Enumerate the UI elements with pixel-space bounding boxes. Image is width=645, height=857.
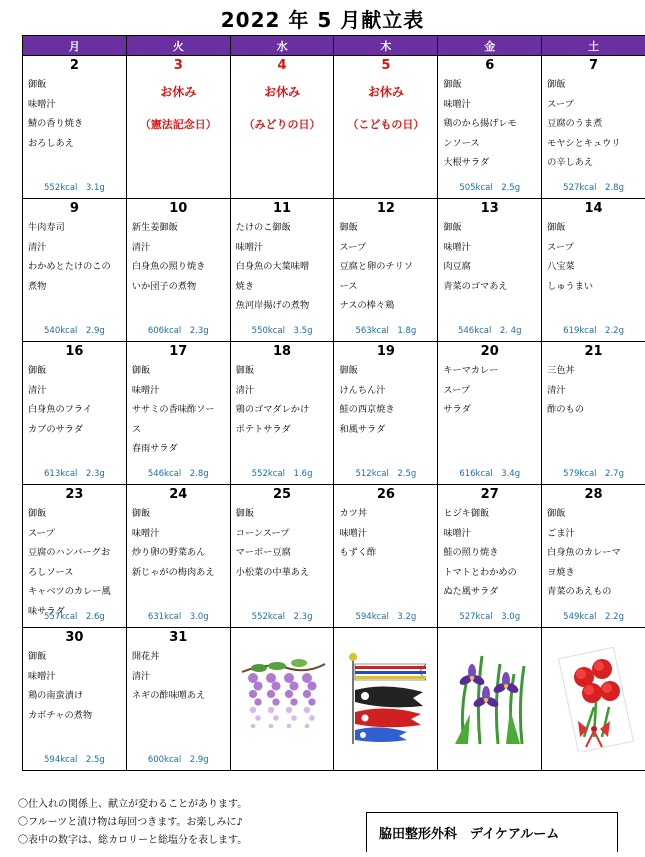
menu-list (23, 361, 126, 439)
menu-item: 御飯 (339, 218, 437, 238)
menu-item: しゅうまい (547, 277, 645, 297)
menu-item: けんちん汁 (339, 381, 437, 401)
day-cell (230, 199, 334, 342)
day-cell (542, 56, 645, 199)
weekday-sat: 土 (542, 36, 645, 56)
clinic-name: 脇田整形外科 デイケアルーム (366, 812, 618, 852)
menu-item: おろしあえ (28, 134, 126, 154)
day-number: 4 (231, 56, 334, 75)
menu-item: ヒジキ御飯 (443, 504, 541, 524)
day-cell (542, 485, 645, 628)
menu-list (23, 75, 126, 153)
menu-item: ンソース (443, 134, 541, 154)
day-cell (542, 342, 645, 485)
menu-item: 味噌汁 (132, 381, 230, 401)
calendar-week-row (23, 485, 645, 628)
menu-list (127, 647, 230, 706)
menu-item: 清汁 (132, 238, 230, 258)
nutrition-info: 505kcal 2.5g (438, 181, 541, 193)
menu-item: 白身魚のカレーマ (547, 543, 645, 563)
day-number: 13 (438, 199, 541, 218)
nutrition-info: 594kcal 3.2g (334, 610, 437, 622)
calendar-week-row (23, 56, 645, 199)
menu-item: 白身魚のフライ (28, 400, 126, 420)
menu-item: コーンスープ (236, 524, 334, 544)
day-cell (126, 485, 230, 628)
day-number: 25 (231, 485, 334, 504)
calendar-week-row (23, 342, 645, 485)
day-number: 2 (23, 56, 126, 75)
menu-item: 炒り卵の野菜あん (132, 543, 230, 563)
menu-list (127, 218, 230, 296)
menu-list (334, 218, 437, 316)
menu-item: マーボー豆腐 (236, 543, 334, 563)
nutrition-info: 631kcal 3.0g (127, 610, 230, 622)
menu-item: 鮭の照り焼き (443, 543, 541, 563)
menu-item: 御飯 (28, 75, 126, 95)
nutrition-info: 549kcal 2.2g (542, 610, 645, 622)
koinobori-illustration (339, 633, 432, 765)
menu-list (23, 504, 126, 621)
menu-item: 御飯 (132, 504, 230, 524)
day-cell (23, 628, 127, 771)
menu-item: 御飯 (28, 647, 126, 667)
day-cell (230, 485, 334, 628)
menu-list (334, 504, 437, 563)
weekday-wed: 水 (230, 36, 334, 56)
menu-item: 御飯 (339, 361, 437, 381)
menu-item: カツ丼 (339, 504, 437, 524)
nutrition-info: 550kcal 3.5g (231, 324, 334, 336)
day-number: 31 (127, 628, 230, 647)
menu-item: ごま汁 (547, 524, 645, 544)
menu-item: キーマカレー (443, 361, 541, 381)
day-number: 16 (23, 342, 126, 361)
menu-item: 御飯 (236, 361, 334, 381)
menu-item: わかめとたけのこの (28, 257, 126, 277)
nutrition-info: 563kcal 1.8g (334, 324, 437, 336)
menu-list (542, 75, 645, 173)
closed-label: お休み (127, 83, 230, 100)
day-cell (438, 56, 542, 199)
holiday-name: （こどもの日） (334, 116, 437, 132)
menu-list (23, 218, 126, 296)
day-number: 28 (542, 485, 645, 504)
menu-item: 味噌汁 (236, 238, 334, 258)
nutrition-info: 613kcal 2.3g (23, 467, 126, 479)
day-cell (23, 485, 127, 628)
nutrition-info: 619kcal 2.2g (542, 324, 645, 336)
menu-item: 青菜のあえもの (547, 582, 645, 602)
menu-item: 御飯 (443, 218, 541, 238)
menu-item: 味噌汁 (443, 524, 541, 544)
menu-list (127, 504, 230, 582)
nutrition-info: 616kcal 3.4g (438, 467, 541, 479)
menu-item: スープ (28, 524, 126, 544)
menu-item: スープ (547, 238, 645, 258)
day-number: 10 (127, 199, 230, 218)
menu-item: 豆腐と卵のチリソ (339, 257, 437, 277)
menu-item: 清汁 (236, 381, 334, 401)
wisteria-illustration (236, 633, 329, 765)
menu-item: 鶏のゴマダレかけ (236, 400, 334, 420)
day-cell (334, 485, 438, 628)
menu-item: 清汁 (28, 238, 126, 258)
menu-item: 肉豆腐 (443, 257, 541, 277)
note-line: 〇表中の数字は、総カロリーと総塩分を表します。 (18, 832, 247, 850)
menu-list (231, 361, 334, 439)
calendar-week-row (23, 628, 645, 771)
menu-item: 魚河岸揚げの煮物 (236, 296, 334, 316)
day-cell (126, 56, 230, 199)
menu-item: ス (132, 420, 230, 440)
day-cell (334, 199, 438, 342)
menu-item: 清汁 (28, 381, 126, 401)
menu-item: ろしソース (28, 563, 126, 583)
nutrition-info: 606kcal 2.3g (127, 324, 230, 336)
menu-item: 味サラダ (28, 602, 126, 622)
menu-item: スープ (547, 95, 645, 115)
nutrition-info: 540kcal 2.9g (23, 324, 126, 336)
menu-item: 大根サラダ (443, 153, 541, 173)
menu-item: スープ (443, 381, 541, 401)
closed-label: お休み (231, 83, 334, 100)
holiday-name: （みどりの日） (231, 116, 334, 132)
day-number: 7 (542, 56, 645, 75)
menu-item: 小松菜の中華あえ (236, 563, 334, 583)
menu-item: 御飯 (28, 361, 126, 381)
day-cell (230, 342, 334, 485)
menu-item: 鮭の西京焼き (339, 400, 437, 420)
day-cell (542, 199, 645, 342)
illustration-cell (542, 628, 645, 771)
day-cell (230, 56, 334, 199)
menu-item: 新生姜御飯 (132, 218, 230, 238)
day-number: 9 (23, 199, 126, 218)
menu-list (438, 504, 541, 602)
day-cell (438, 199, 542, 342)
menu-item: 味噌汁 (339, 524, 437, 544)
menu-item: 御飯 (28, 504, 126, 524)
day-number: 3 (127, 56, 230, 75)
day-cell (126, 628, 230, 771)
menu-item: 新じゃがの梅肉あえ (132, 563, 230, 583)
menu-item: 味噌汁 (28, 95, 126, 115)
menu-item: サラダ (443, 400, 541, 420)
menu-item: 煮物 (28, 277, 126, 297)
day-cell (438, 342, 542, 485)
day-number: 20 (438, 342, 541, 361)
day-number: 30 (23, 628, 126, 647)
menu-item: ポテトサラダ (236, 420, 334, 440)
menu-list (542, 504, 645, 602)
day-cell (126, 199, 230, 342)
note-line: 〇フルーツと漬け物は毎回つきます。お楽しみに♪ (18, 814, 247, 832)
menu-item: 鶏の南蛮漬け (28, 686, 126, 706)
weekday-header-row (23, 36, 645, 56)
illustration-cell (230, 628, 334, 771)
menu-item: 焼き (236, 277, 334, 297)
illustration-cell (438, 628, 542, 771)
day-number: 17 (127, 342, 230, 361)
menu-item: ヨ焼き (547, 563, 645, 583)
closed-label: お休み (334, 83, 437, 100)
calendar-week-row (23, 199, 645, 342)
menu-item: 酢のもの (547, 400, 645, 420)
menu-item: たけのこ御飯 (236, 218, 334, 238)
menu-item: 和風サラダ (339, 420, 437, 440)
menu-item: ナスの棒々鶏 (339, 296, 437, 316)
notes (18, 796, 247, 850)
day-cell (334, 342, 438, 485)
menu-list (438, 361, 541, 420)
menu-item: 豆腐のうま煮 (547, 114, 645, 134)
menu-item: 白身魚の大葉味噌 (236, 257, 334, 277)
menu-item: 白身魚の照り焼き (132, 257, 230, 277)
day-number: 26 (334, 485, 437, 504)
menu-item: 清汁 (547, 381, 645, 401)
day-cell (23, 199, 127, 342)
menu-list (334, 361, 437, 439)
day-cell (334, 56, 438, 199)
menu-list (542, 361, 645, 420)
menu-item: 青菜のゴマあえ (443, 277, 541, 297)
menu-item: キャベツのカレー風 (28, 582, 126, 602)
menu-item: トマトとわかめの (443, 563, 541, 583)
menu-item: スープ (339, 238, 437, 258)
menu-item: 御飯 (236, 504, 334, 524)
carnation-illustration (547, 633, 640, 765)
day-cell (126, 342, 230, 485)
menu-item: 御飯 (547, 218, 645, 238)
illustration-cell (334, 628, 438, 771)
nutrition-info: 552kcal 1.6g (231, 467, 334, 479)
day-number: 19 (334, 342, 437, 361)
weekday-mon: 月 (23, 36, 127, 56)
menu-item: 御飯 (132, 361, 230, 381)
menu-item: 味噌汁 (28, 667, 126, 687)
page-title: 2022 年 5 月献立表 (0, 4, 645, 33)
iris-illustration (443, 633, 536, 765)
weekday-tue: 火 (126, 36, 230, 56)
day-number: 18 (231, 342, 334, 361)
day-number: 21 (542, 342, 645, 361)
nutrition-info: 512kcal 2.5g (334, 467, 437, 479)
nutrition-info: 600kcal 2.9g (127, 753, 230, 765)
menu-item: 鶏のから揚げレモ (443, 114, 541, 134)
menu-item: 開花丼 (132, 647, 230, 667)
menu-calendar (22, 35, 645, 771)
day-number: 12 (334, 199, 437, 218)
menu-item: カボチャの煮物 (28, 706, 126, 726)
note-line: 〇仕入れの関係上、献立が変わることがあります。 (18, 796, 247, 814)
menu-list (23, 647, 126, 725)
menu-item: 御飯 (443, 75, 541, 95)
menu-item: 御飯 (547, 504, 645, 524)
day-number: 11 (231, 199, 334, 218)
menu-item: もずく酢 (339, 543, 437, 563)
nutrition-info: 594kcal 2.5g (23, 753, 126, 765)
menu-item: 春雨サラダ (132, 439, 230, 459)
menu-item: いか団子の煮物 (132, 277, 230, 297)
day-cell (23, 56, 127, 199)
weekday-fri: 金 (438, 36, 542, 56)
menu-item: 味噌汁 (443, 238, 541, 258)
menu-list (127, 361, 230, 459)
day-cell (23, 342, 127, 485)
day-number: 14 (542, 199, 645, 218)
day-number: 23 (23, 485, 126, 504)
menu-item: 御飯 (547, 75, 645, 95)
day-number: 5 (334, 56, 437, 75)
menu-item: 豆腐のハンバーグお (28, 543, 126, 563)
menu-list (438, 218, 541, 296)
nutrition-info: 552kcal 3.1g (23, 181, 126, 193)
menu-item: 清汁 (132, 667, 230, 687)
day-number: 27 (438, 485, 541, 504)
menu-item: ササミの香味酢ソー (132, 400, 230, 420)
day-number: 24 (127, 485, 230, 504)
menu-item: 味噌汁 (132, 524, 230, 544)
menu-item: 八宝菜 (547, 257, 645, 277)
menu-item: 味噌汁 (443, 95, 541, 115)
nutrition-info: 552kcal 2.3g (231, 610, 334, 622)
nutrition-info: 527kcal 3.0g (438, 610, 541, 622)
menu-list (542, 218, 645, 296)
menu-list (231, 504, 334, 582)
day-cell (438, 485, 542, 628)
holiday-name: （憲法記念日） (127, 116, 230, 132)
menu-item: 牛肉寿司 (28, 218, 126, 238)
weekday-thu: 木 (334, 36, 438, 56)
menu-item: モヤシとキュウリ (547, 134, 645, 154)
menu-item: ース (339, 277, 437, 297)
menu-item: カブのサラダ (28, 420, 126, 440)
nutrition-info: 579kcal 2.7g (542, 467, 645, 479)
menu-item: の辛しあえ (547, 153, 645, 173)
menu-item: ネギの酢味噌あえ (132, 686, 230, 706)
nutrition-info: 546kcal 2. 4g (438, 324, 541, 336)
nutrition-info: 546kcal 2.8g (127, 467, 230, 479)
day-number: 6 (438, 56, 541, 75)
menu-list (438, 75, 541, 173)
menu-item: 鯖の香り焼き (28, 114, 126, 134)
menu-list (231, 218, 334, 316)
nutrition-info: 557kcal 2.6g (23, 610, 126, 622)
menu-item: ぬた風サラダ (443, 582, 541, 602)
menu-item: 三色丼 (547, 361, 645, 381)
nutrition-info: 527kcal 2.8g (542, 181, 645, 193)
